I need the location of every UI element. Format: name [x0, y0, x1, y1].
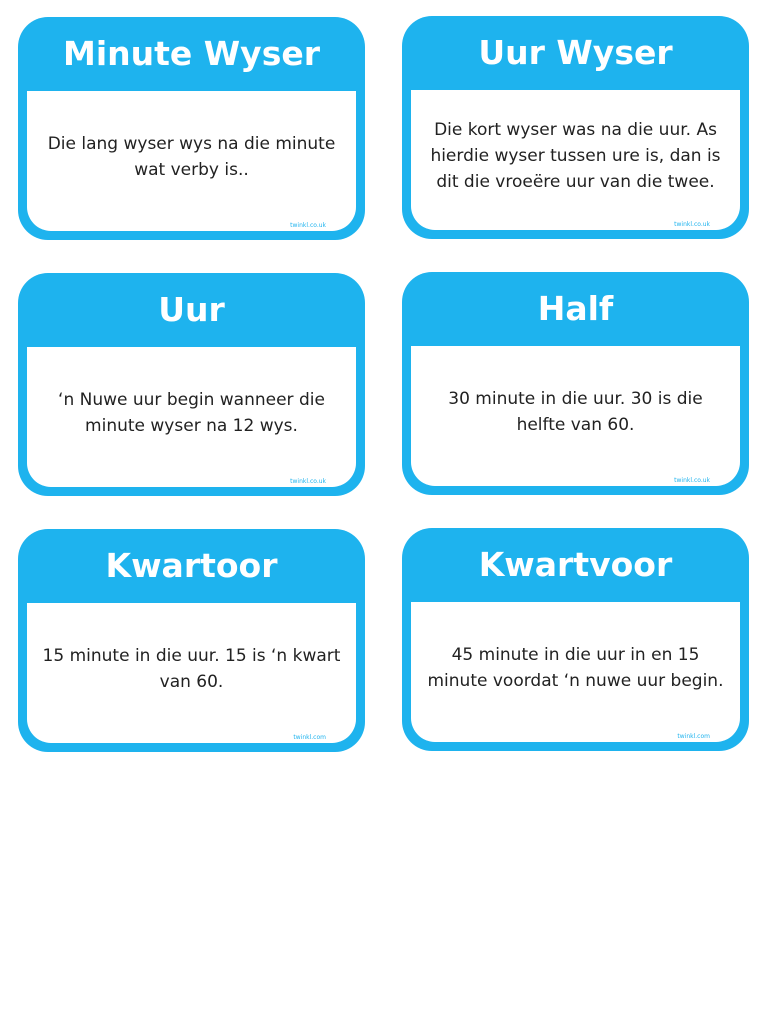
card-title: Uur Wyser	[478, 33, 673, 72]
card-body	[27, 347, 356, 487]
watermark: twinkl.com	[677, 733, 710, 740]
watermark: twinkl.co.uk	[674, 477, 710, 484]
card-minute-wyser	[18, 17, 365, 240]
card-title: Uur	[158, 290, 225, 329]
card-uur	[18, 273, 365, 496]
card-body	[27, 91, 356, 231]
watermark: twinkl.co.uk	[674, 221, 710, 228]
card-body	[411, 90, 740, 230]
card-description: 15 minute in die uur. 15 is ‘n kwart van 60.	[42, 646, 341, 692]
card-body	[411, 602, 740, 742]
watermark: twinkl.com	[293, 734, 326, 741]
card-uur-wyser	[402, 16, 749, 239]
watermark: twinkl.co.uk	[290, 222, 326, 229]
card-kwartoor	[18, 529, 365, 752]
card-description: 45 minute in die uur in en 15 minute voordat ‘n nuwe uur begin.	[427, 645, 724, 691]
watermark: twinkl.co.uk	[290, 478, 326, 485]
card-body	[411, 346, 740, 486]
card-title: Half	[537, 289, 614, 328]
card-description: Die lang wyser wys na die minute wat verby is..	[47, 134, 336, 180]
card-half	[402, 272, 749, 495]
card-description: ‘n Nuwe uur begin wanneer die minute wyser na 12 wys.	[58, 390, 325, 436]
card-title: Minute Wyser	[63, 34, 320, 73]
card-description: Die kort wyser was na die uur. As hierdie wyser tussen ure is, dan is dit die vroeëre uur van die twee.	[430, 120, 721, 192]
card-description: 30 minute in die uur. 30 is die helfte van 60.	[448, 389, 703, 435]
card-title: Kwartoor	[105, 546, 278, 585]
card-body	[27, 603, 356, 743]
card-kwartvoor	[402, 528, 749, 751]
card-title: Kwartvoor	[478, 545, 673, 584]
